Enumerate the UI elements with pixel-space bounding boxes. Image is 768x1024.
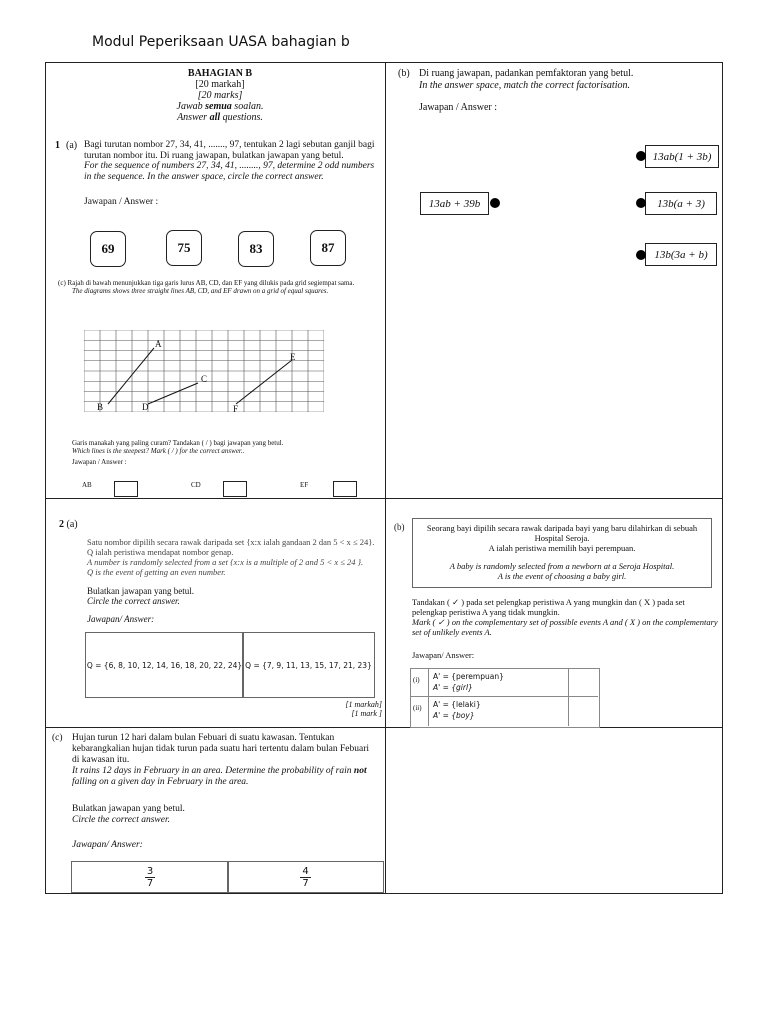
- table-row-number: (i): [413, 676, 420, 684]
- table-divider: [410, 696, 598, 697]
- q1c-answer-label: Jawapan / Answer :: [72, 458, 127, 466]
- tick-answer-cell[interactable]: [570, 698, 596, 722]
- section-title: BAHAGIAN B: [187, 68, 253, 79]
- fraction-option[interactable]: $\frac{4}{7}$: [227, 861, 384, 893]
- q1c-question-en: Which lines is the steepest? Mark ( / ) for the correct answer..: [72, 447, 245, 455]
- q2b-instruction: Tandakan ( ✓ ) pada set pelengkap peristiwa A yang mungkin dan ( X ) pada set pelengkap peristiwa A yang tidak mungkin. Mark ( ✓ ) on the complementary set of possible events A and ( X ) on the complementary set of unlikely events A.: [412, 597, 718, 637]
- grid-diagram: [84, 330, 324, 412]
- q2c-text: [72, 733, 377, 788]
- q2a-instr-en: Circle the correct answer.: [87, 596, 180, 606]
- q1c-text: [58, 279, 376, 295]
- q2a-text-en2: Q is the event of getting an even number.: [87, 567, 226, 577]
- marks-my: [20 markah]: [195, 79, 245, 90]
- q1a-text: [84, 140, 380, 182]
- factor-box[interactable]: 13b(3a + b): [645, 243, 717, 266]
- option-box[interactable]: 75: [166, 230, 202, 266]
- q2a-marks: [1 markah] [1 mark ]: [345, 700, 382, 718]
- point-label-a: A: [155, 339, 162, 349]
- q2c-text-en: It rains 12 days in February in an area. Determine the probability of rain not falling on a given day in February in the area.: [72, 766, 367, 787]
- q1c-text-my: (c) Rajah di bawah menunjukkan tiga garis lurus AB, CD, dan EF yang dilukis pada grid segiempat sama.: [58, 279, 355, 287]
- choice-checkbox-ef[interactable]: [333, 481, 357, 497]
- q2a-text: [87, 537, 383, 577]
- q1a-label: (a): [66, 140, 78, 151]
- instruction-my: Jawab semua soalan.: [176, 101, 264, 112]
- option-cell[interactable]: Q = {6, 8, 10, 12, 14, 16, 18, 20, 22, 24}: [85, 632, 244, 698]
- q2b-answer-label: Jawapan/ Answer:: [412, 650, 475, 660]
- q2a-text-my2: Q ialah peristiwa mendapat nombor genap.: [87, 547, 234, 557]
- q1c-text-en: The diagrams shows three straight lines AB, CD, and EF drawn on a grid of equal squares.: [72, 287, 329, 295]
- column-divider: [385, 62, 386, 894]
- table-row-number: (ii): [413, 704, 422, 712]
- choice-checkbox-ab[interactable]: [114, 481, 138, 497]
- option-cell[interactable]: Q = {7, 9, 11, 13, 15, 17, 21, 23}: [242, 632, 375, 698]
- option-box[interactable]: 87: [310, 230, 346, 266]
- marks-en: [20 marks]: [197, 90, 243, 101]
- point-label-c: C: [201, 374, 208, 384]
- point-label-f: F: [233, 404, 239, 414]
- q1b-label: (b): [398, 68, 410, 79]
- match-dot[interactable]: [636, 250, 646, 260]
- q2b-scenario-box: Seorang bayi dipilih secara rawak daripada bayi yang baru dilahirkan di sebuah Hospital Seroja. A ialah peristiwa memilih bayi perempuan. A baby is randomly selected from a newborn at a Seroja Hospital. A is the event of choosing a baby girl.: [412, 518, 712, 588]
- q1b-answer-label: Jawapan / Answer :: [419, 102, 498, 113]
- question-number-1: 1: [55, 140, 60, 151]
- q2b-label: (b): [394, 522, 405, 532]
- table-divider: [568, 668, 569, 726]
- point-label-e: E: [290, 352, 296, 362]
- q1a-answer-label: Jawapan / Answer :: [84, 197, 159, 207]
- line-ab: [108, 348, 154, 404]
- q2a-text-my1: Satu nombor dipilih secara rawak daripada set {x:x ialah gandaan 2 dan 5 < x ≤ 24}.: [87, 537, 375, 547]
- table-divider: [428, 668, 429, 726]
- point-label-b: B: [97, 402, 104, 412]
- page-title: Modul Peperiksaan UASA bahagian b: [92, 34, 350, 50]
- option-box[interactable]: 69: [90, 231, 126, 267]
- q1a-text-en: For the sequence of numbers 27, 34, 41, ........, 97, determine 2 odd numbers in the sequence. In the answer space, circle the correct answer.: [84, 161, 375, 182]
- match-dot[interactable]: [636, 151, 646, 161]
- instruction-en: Answer all questions.: [177, 112, 263, 123]
- q1b-text-en: In the answer space, match the correct factorisation.: [419, 79, 630, 91]
- q2a-text-en1: A number is randomly selected from a set {x:x is a multiple of 2 and 5 < x ≤ 24 }.: [87, 557, 364, 567]
- choice-label: EF: [300, 481, 309, 489]
- q1b-text: [419, 68, 709, 91]
- q2c-label: (c): [52, 733, 63, 743]
- line-cd: [148, 383, 198, 404]
- choice-checkbox-cd[interactable]: [223, 481, 247, 497]
- q1a-text-my: Bagi turutan nombor 27, 34, 41, ......., 97, tentukan 2 lagi sebutan ganjil bagi turutan nombor itu. Di ruang jawapan, bulatkan jawapan yang betul.: [84, 140, 375, 161]
- tick-answer-cell[interactable]: [570, 670, 596, 694]
- point-label-d: D: [142, 402, 149, 412]
- q2a-answer-label: Jawapan/ Answer:: [87, 614, 155, 624]
- choice-label: AB: [82, 481, 92, 489]
- q1c-question-my: Garis manakah yang paling curam? Tandakan ( / ) bagi jawapan yang betul.: [72, 439, 284, 447]
- q1b-text-my: Di ruang jawapan, padankan pemfaktoran yang betul.: [419, 68, 634, 79]
- option-box[interactable]: 83: [238, 231, 274, 267]
- match-dot[interactable]: [636, 198, 646, 208]
- fraction-option[interactable]: $\frac{3}{7}$: [71, 861, 229, 893]
- q2c-answer-label: Jawapan/ Answer:: [72, 840, 143, 850]
- choice-label: CD: [191, 481, 201, 489]
- expression-box: 13ab + 39b: [420, 192, 489, 215]
- table-row-set: A' = {perempuan} A' = {girl}: [433, 672, 504, 692]
- match-dot[interactable]: [490, 198, 500, 208]
- q2c-instruction: Bulatkan jawapan yang betul. Circle the correct answer.: [72, 804, 185, 825]
- row-divider-lower: [45, 727, 723, 728]
- q2c-text-my: Hujan turun 12 hari dalam bulan Febuari di suatu kawasan. Tentukan kebarangkalian hujan tidak turun pada suatu hari tertentu dalam bulan Febuari di kawasan itu.: [72, 733, 370, 765]
- table-row-set: A' = {lelaki} A' = {boy}: [433, 700, 481, 720]
- q2a-instruction: [87, 586, 194, 606]
- q2a-instr-my: Bulatkan jawapan yang betul.: [87, 586, 194, 596]
- section-header: [150, 68, 290, 123]
- line-ef: [236, 360, 292, 404]
- factor-box[interactable]: 13ab(1 + 3b): [645, 145, 719, 168]
- q1c-question: [72, 439, 372, 455]
- question-number-2: 2 (a): [59, 519, 78, 530]
- factor-box[interactable]: 13b(a + 3): [645, 192, 717, 215]
- row-divider: [45, 498, 723, 499]
